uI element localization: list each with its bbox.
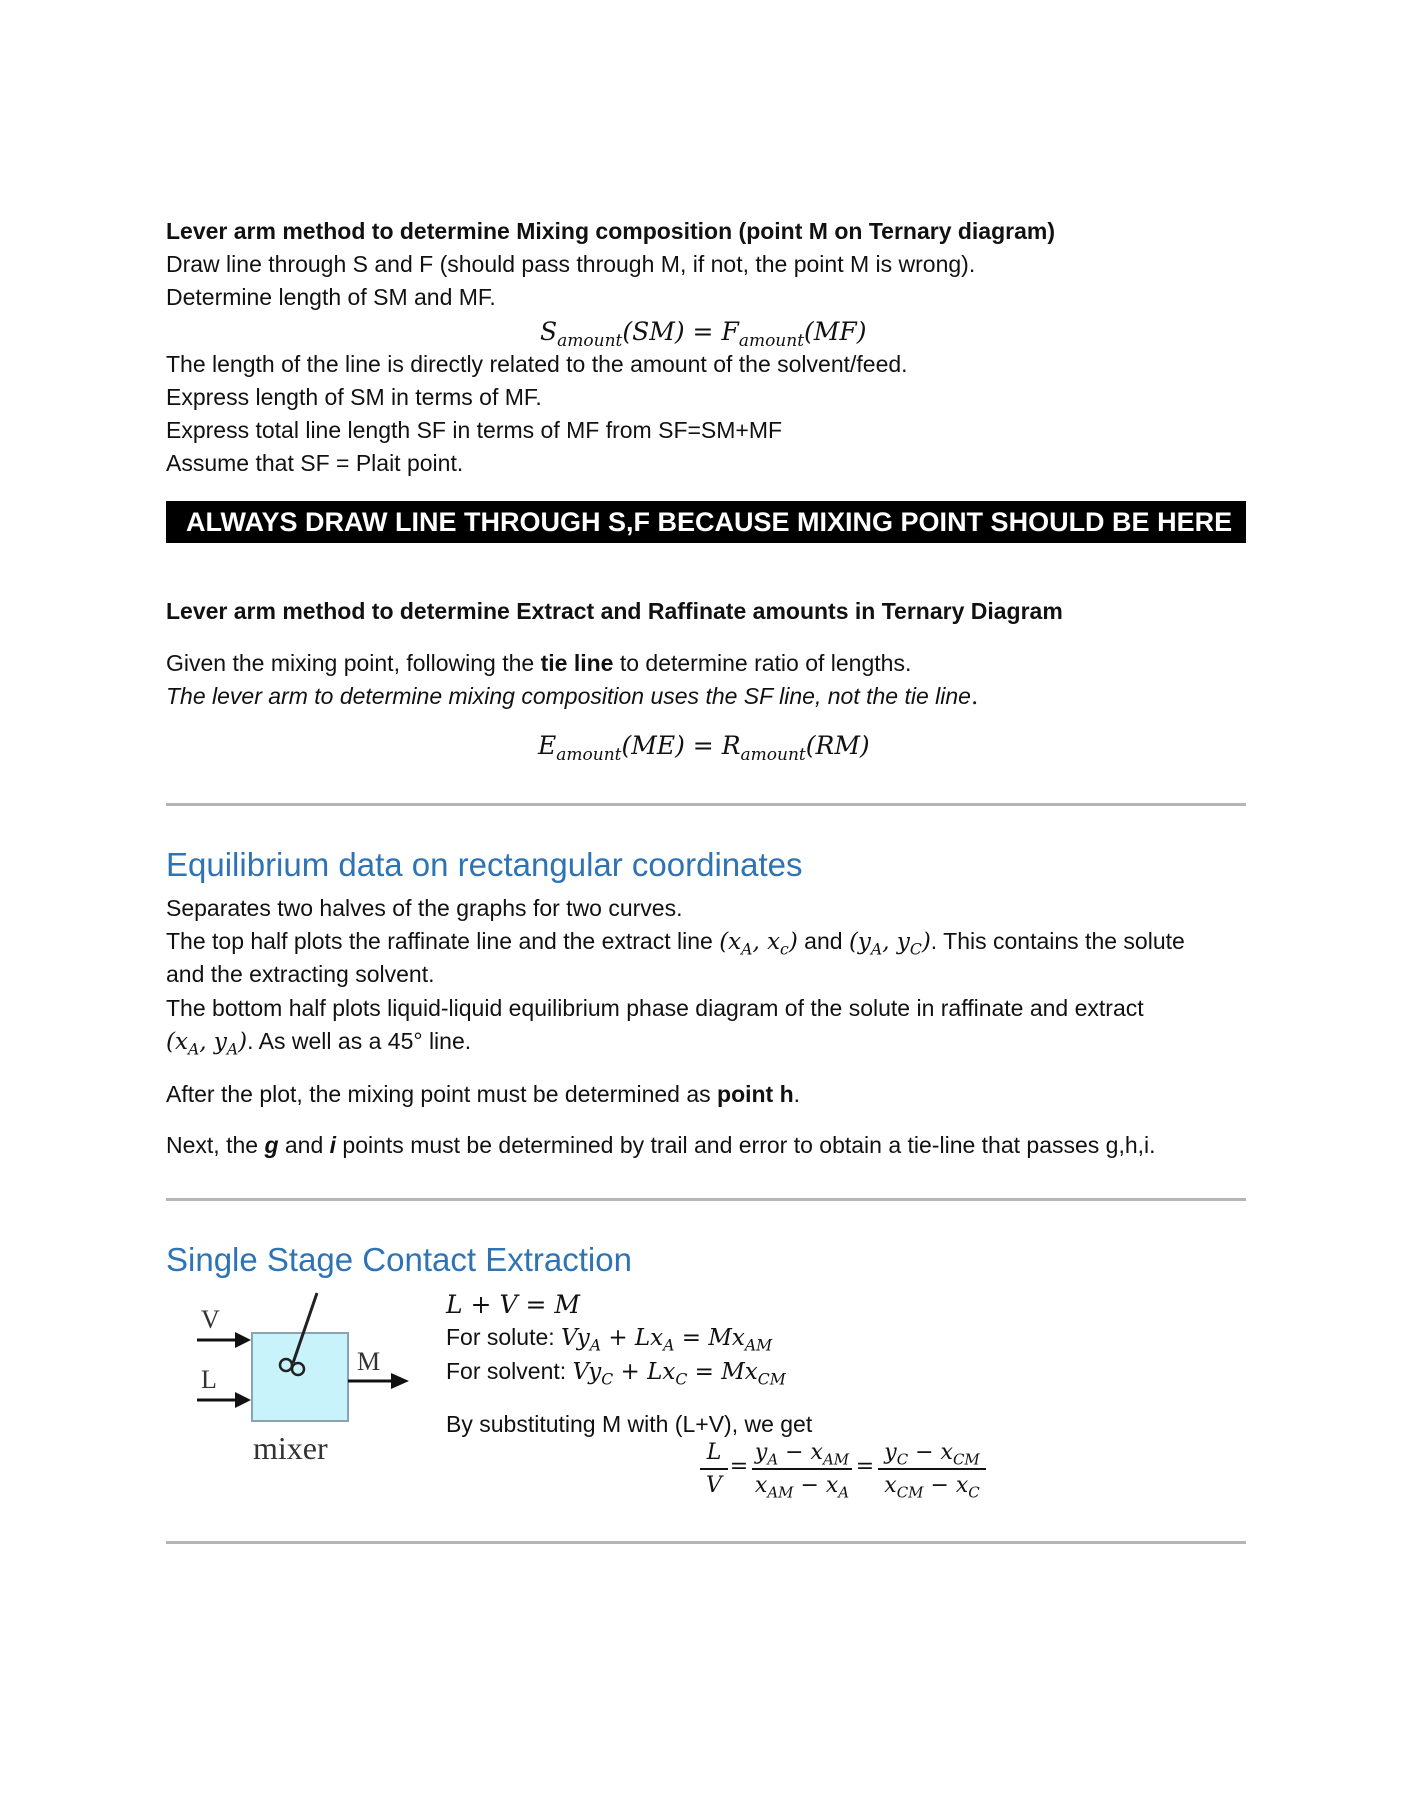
substitution-line: By substituting M with (L+V), we get (446, 1411, 813, 1437)
section3-line7: Next, the g and i points must be determined by trail and error to obtain a tie-line that passes g,h,i. (166, 1132, 1156, 1158)
mixer-caption: mixer (253, 1430, 328, 1466)
mixer-diagram (185, 1285, 425, 1470)
section1-line1: Draw line through S and F (should pass through M, if not, the point M is wrong). (166, 251, 976, 277)
section2-title: Lever arm method to determine Extract and Raffinate amounts in Ternary Diagram (166, 598, 1063, 624)
section3-line2: The top half plots the raffinate line and the extract line ($x_A$, $x_c$) and ($y_A$, $y_C$). This contains the solute (166, 928, 1185, 959)
section3-heading: Equilibrium data on rectangular coordinates (166, 846, 803, 883)
label-m: M (357, 1347, 381, 1376)
solute-balance: For solute: $Vy_A + Lx_A = Mx_{AM}$ (446, 1324, 773, 1355)
label-l: L (201, 1365, 217, 1394)
arrow-l-in-icon (235, 1392, 251, 1408)
warning-banner: ALWAYS DRAW LINE THROUGH S,F BECAUSE MIXING POINT SHOULD BE HERE (166, 501, 1246, 543)
section1-title: Lever arm method to determine Mixing composition (point M on Ternary diagram) (166, 218, 1056, 244)
mass-balance-total: L + V = M (446, 1290, 580, 1319)
section4-heading: Single Stage Contact Extraction (166, 1241, 632, 1278)
document-page: Lever arm method to determine Mixing composition (point M on Ternary diagram) Draw line through S and F (should pass through M, if not, the point M is wrong). Determine length of SM and MF. $S_{amount}(SM) = F_{amount}(MF)$ The length of the line is directly related to the amount of the solvent/feed. Express length of SM in terms of MF. Express total line length SF in terms of MF from SF=SM+MF Assume that SF = Plait point. ALWAYS DRAW LINE THROUGH S,F BECAUSE MIXING POINT SHOULD BE HERE Lever arm method to determine Extract and Raffinate amounts in Ternary Diagram Given the mixing point, following the tie line to determine ratio of lengths. The lever arm to determine mixing composition uses the SF line, not the tie line. $E_{amount}(ME) = R_{amount}(RM)$ Equilibrium data on rectangular coordinates Separates two halves of the graphs for two curves. The top half plots the raffinate line and the extract line ($x_A$, $x_c$) and ($y_A$, $y_C$). This contains the solute and the extracting solvent. The bottom half plots liquid-liquid equilibrium phase diagram of the solute in raffinate and extract ($x_A$, $y_A$). As well as a 45° line. After the plot, the mixing point must be determined as point h. Next, the g and i points must be determined by trail and error to obtain a tie-line that passes g,h,i. Single Stage Contact Extraction V L M mixer L + V = M For solute: $Vy_A + Lx_A = Mx_{AM}$ For solvent: $Vy_C + Lx_C = Mx_{CM}$ By substituting M with (L+V), we get L V = $y_A - x_{AM}$ $x_{AM} - x_A$ = $y_C - x_{CM}$ $x_{CM} - x_C$ (0, 0, 1406, 1819)
lever-equation-sm-mf: $S_{amount}(SM) = F_{amount}(MF)$ (540, 317, 867, 351)
section2-line2: The lever arm to determine mixing composition uses the SF line, not the tie line. (166, 683, 979, 710)
section1-line6: Assume that SF = Plait point. (166, 450, 464, 476)
section1-line4: Express length of SM in terms of MF. (166, 384, 542, 410)
section3-line1: Separates two halves of the graphs for two curves. (166, 895, 683, 921)
section1-line5: Express total line length SF in terms of MF from SF=SM+MF (166, 417, 783, 443)
section1-line3: The length of the line is directly related to the amount of the solvent/feed. (166, 351, 908, 377)
divider-3 (166, 1541, 1246, 1544)
arrow-v-in-icon (235, 1332, 251, 1348)
section3-line6: After the plot, the mixing point must be determined as point h. (166, 1081, 801, 1107)
section1-line2: Determine length of SM and MF. (166, 284, 496, 310)
divider-2 (166, 1198, 1246, 1201)
section3-line5: ($x_A$, $y_A$). As well as a 45° line. (166, 1028, 472, 1059)
divider-1 (166, 803, 1246, 806)
solvent-balance: For solvent: $Vy_C + Lx_C = Mx_{CM}$ (446, 1358, 786, 1389)
section2-line1: Given the mixing point, following the tie line to determine ratio of lengths. (166, 650, 912, 676)
section3-line4: The bottom half plots liquid-liquid equilibrium phase diagram of the solute in raffinate and extract (166, 995, 1144, 1021)
section3-line3: and the extracting solvent. (166, 961, 435, 987)
label-v: V (201, 1305, 220, 1334)
arrow-m-out-icon (391, 1373, 409, 1389)
lever-equation-me-rm: $E_{amount}(ME) = R_{amount}(RM)$ (538, 731, 870, 765)
